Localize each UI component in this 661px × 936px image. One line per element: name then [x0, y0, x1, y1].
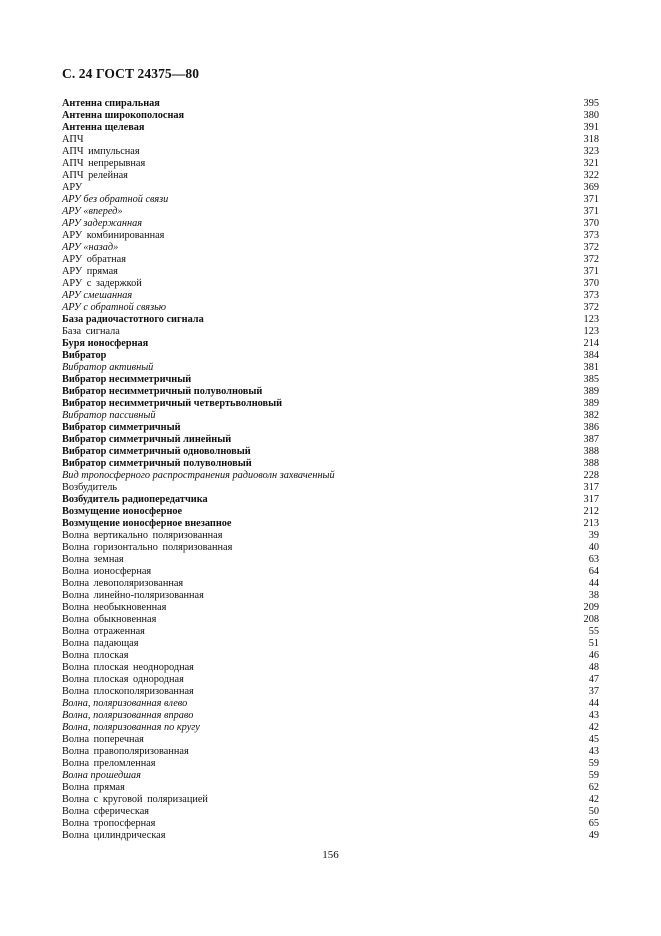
index-term: Волна земная: [62, 554, 124, 565]
index-page-ref: 387: [583, 434, 599, 445]
subject-index-list: [62, 98, 599, 842]
index-term: Вибратор несимметричный: [62, 374, 192, 385]
index-entry: [62, 710, 599, 722]
index-term: Волна плоская: [62, 650, 129, 661]
index-page-ref: 322: [583, 170, 599, 181]
index-entry: [62, 362, 599, 374]
index-term: Вибратор симметричный линейный: [62, 434, 232, 445]
index-page-ref: 373: [583, 290, 599, 301]
index-term: АРУ задержанная: [62, 218, 143, 229]
index-term: АРУ «назад»: [62, 242, 119, 253]
index-term: Возбудитель: [62, 482, 118, 493]
index-entry: [62, 698, 599, 710]
index-entry: [62, 530, 599, 542]
index-entry: [62, 326, 599, 338]
index-page-ref: 50: [588, 806, 599, 817]
index-term: Антенна щелевая: [62, 122, 145, 133]
index-page-ref: 370: [583, 278, 599, 289]
index-page-ref: 371: [583, 206, 599, 217]
index-entry: [62, 410, 599, 422]
index-term: АПЧ: [62, 134, 84, 145]
index-term: Волна вертикально поляризованная: [62, 530, 223, 541]
index-page-ref: 43: [588, 710, 599, 721]
index-page-ref: 380: [583, 110, 599, 121]
index-entry: [62, 506, 599, 518]
index-page-ref: 40: [588, 542, 599, 553]
index-entry: [62, 170, 599, 182]
index-page-ref: 372: [583, 302, 599, 313]
index-page-ref: 213: [583, 518, 599, 529]
index-term: Вид тропосферного распространения радиоволн захваченный: [62, 470, 335, 481]
index-entry: [62, 158, 599, 170]
index-page-ref: 372: [583, 242, 599, 253]
index-term: Волна отраженная: [62, 626, 145, 637]
index-entry: [62, 614, 599, 626]
index-term: АРУ прямая: [62, 266, 118, 277]
index-entry: [62, 818, 599, 830]
index-entry: [62, 338, 599, 350]
index-entry: [62, 350, 599, 362]
index-page-ref: 371: [583, 266, 599, 277]
index-entry: [62, 602, 599, 614]
index-entry: [62, 686, 599, 698]
index-term: Волна горизонтально поляризованная: [62, 542, 233, 553]
index-entry: [62, 662, 599, 674]
index-term: Возмущение ионосферное внезапное: [62, 518, 232, 529]
index-entry: [62, 722, 599, 734]
index-entry: [62, 770, 599, 782]
index-entry: [62, 374, 599, 386]
index-term: АРУ смешанная: [62, 290, 133, 301]
index-entry: [62, 146, 599, 158]
index-term: Вибратор активный: [62, 362, 154, 373]
index-term: Вибратор несимметричный четвертьволновый: [62, 398, 283, 409]
index-term: АРУ обратная: [62, 254, 126, 265]
index-entry: [62, 458, 599, 470]
index-term: Волна ионосферная: [62, 566, 152, 577]
index-page-ref: 49: [588, 830, 599, 841]
index-term: Волна, поляризованная вправо: [62, 710, 194, 721]
index-page-ref: 63: [588, 554, 599, 565]
index-page-ref: 209: [583, 602, 599, 613]
index-term: Антенна широкополосная: [62, 110, 185, 121]
index-entry: [62, 542, 599, 554]
index-term: Волна необыкновенная: [62, 602, 167, 613]
index-entry: [62, 446, 599, 458]
index-page-ref: 42: [588, 722, 599, 733]
index-page-ref: 323: [583, 146, 599, 157]
index-entry: [62, 278, 599, 290]
index-term: Волна правополяризованная: [62, 746, 189, 757]
index-page-ref: 45: [588, 734, 599, 745]
index-page-ref: 59: [588, 758, 599, 769]
index-entry: [62, 386, 599, 398]
index-term: База сигнала: [62, 326, 120, 337]
index-page-ref: 391: [583, 122, 599, 133]
index-term: Волна плоская однородная: [62, 674, 184, 685]
index-page-ref: 37: [588, 686, 599, 697]
index-entry: [62, 734, 599, 746]
index-term: АРУ с обратной связью: [62, 302, 167, 313]
index-term: Волна тропосферная: [62, 818, 156, 829]
index-page-ref: 59: [588, 770, 599, 781]
index-entry: [62, 98, 599, 110]
index-page-ref: 51: [588, 638, 599, 649]
index-entry: [62, 266, 599, 278]
index-entry: [62, 134, 599, 146]
index-entry: [62, 758, 599, 770]
index-entry: [62, 830, 599, 842]
index-page-ref: 318: [583, 134, 599, 145]
index-term: Вибратор несимметричный полуволновый: [62, 386, 263, 397]
page-header: С. 24 ГОСТ 24375—80: [62, 66, 200, 81]
index-page-ref: 317: [583, 482, 599, 493]
index-term: Волна прямая: [62, 782, 125, 793]
index-term: Волна с круговой поляризацией: [62, 794, 208, 805]
index-page-ref: 228: [583, 470, 599, 481]
index-page-ref: 214: [583, 338, 599, 349]
index-page-ref: 208: [583, 614, 599, 625]
index-term: Возбудитель радиопередатчика: [62, 494, 208, 505]
index-term: Волна поперечная: [62, 734, 144, 745]
index-page-ref: 55: [588, 626, 599, 637]
index-term: Вибратор симметричный: [62, 422, 181, 433]
index-term: Вибратор симметричный полуволновый: [62, 458, 252, 469]
index-entry: [62, 242, 599, 254]
index-page-ref: 42: [588, 794, 599, 805]
page-number: 156: [322, 849, 339, 861]
index-page-ref: 44: [588, 698, 599, 709]
index-page-ref: 384: [583, 350, 599, 361]
index-page-ref: 38: [588, 590, 599, 601]
index-term: Волна цилиндрическая: [62, 830, 166, 841]
index-term: Волна плоская неоднородная: [62, 662, 194, 673]
index-page-ref: 321: [583, 158, 599, 169]
index-page-ref: 386: [583, 422, 599, 433]
index-page-ref: 62: [588, 782, 599, 793]
index-entry: [62, 122, 599, 134]
index-entry: [62, 290, 599, 302]
index-page-ref: 123: [583, 314, 599, 325]
index-term: Волна, поляризованная по кругу: [62, 722, 200, 733]
index-term: Волна линейно-поляризованная: [62, 590, 204, 601]
index-term: Волна сферическая: [62, 806, 149, 817]
index-entry: [62, 494, 599, 506]
index-term: Волна плоскополяризованная: [62, 686, 194, 697]
index-entry: [62, 626, 599, 638]
index-entry: [62, 482, 599, 494]
index-term: АРУ «вперед»: [62, 206, 123, 217]
index-entry: [62, 554, 599, 566]
index-term: Волна левополяризованная: [62, 578, 184, 589]
index-page-ref: 388: [583, 446, 599, 457]
index-term: Волна преломленная: [62, 758, 156, 769]
index-term: АРУ комбинированная: [62, 230, 165, 241]
index-term: Волна падающая: [62, 638, 139, 649]
index-term: АПЧ импульсная: [62, 146, 140, 157]
index-entry: [62, 782, 599, 794]
index-term: Возмущение ионосферное: [62, 506, 183, 517]
index-term: АРУ с задержкой: [62, 278, 142, 289]
index-entry: [62, 314, 599, 326]
index-page-ref: 64: [588, 566, 599, 577]
index-page-ref: 212: [583, 506, 599, 517]
index-page-ref: 47: [588, 674, 599, 685]
index-entry: [62, 650, 599, 662]
index-page-ref: 372: [583, 254, 599, 265]
index-page-ref: 317: [583, 494, 599, 505]
index-entry: [62, 590, 599, 602]
index-page-ref: 46: [588, 650, 599, 661]
index-term: Буря ионосферная: [62, 338, 149, 349]
index-page-ref: 123: [583, 326, 599, 337]
index-page-ref: 44: [588, 578, 599, 589]
index-term: Антенна спиральная: [62, 98, 160, 109]
index-term: База радиочастотного сигнала: [62, 314, 204, 325]
index-entry: [62, 566, 599, 578]
index-page-ref: 389: [583, 398, 599, 409]
index-page-ref: 48: [588, 662, 599, 673]
index-entry: [62, 254, 599, 266]
index-page-ref: 389: [583, 386, 599, 397]
index-entry: [62, 806, 599, 818]
index-entry: [62, 230, 599, 242]
index-entry: [62, 434, 599, 446]
index-page-ref: 371: [583, 194, 599, 205]
index-entry: [62, 638, 599, 650]
index-term: АПЧ релейная: [62, 170, 128, 181]
index-page-ref: 385: [583, 374, 599, 385]
index-term: Вибратор симметричный одноволновый: [62, 446, 251, 457]
index-entry: [62, 110, 599, 122]
index-entry: [62, 794, 599, 806]
index-entry: [62, 398, 599, 410]
index-term: Вибратор: [62, 350, 107, 361]
index-term: АПЧ непрерывная: [62, 158, 146, 169]
index-term: АРУ: [62, 182, 83, 193]
index-page-ref: 369: [583, 182, 599, 193]
index-page-ref: 370: [583, 218, 599, 229]
index-term: Вибратор пассивный: [62, 410, 156, 421]
index-entry: [62, 302, 599, 314]
index-entry: [62, 578, 599, 590]
index-entry: [62, 518, 599, 530]
index-page-ref: 382: [583, 410, 599, 421]
index-entry: [62, 182, 599, 194]
index-term: АРУ без обратной связи: [62, 194, 169, 205]
index-page-ref: 388: [583, 458, 599, 469]
index-entry: [62, 746, 599, 758]
index-page-ref: 65: [588, 818, 599, 829]
index-term: Волна обыкновенная: [62, 614, 157, 625]
index-entry: [62, 218, 599, 230]
index-entry: [62, 674, 599, 686]
index-term: Волна прошедшая: [62, 770, 141, 781]
index-page-ref: 395: [583, 98, 599, 109]
index-page-ref: 43: [588, 746, 599, 757]
index-term: Волна, поляризованная влево: [62, 698, 188, 709]
index-entry: [62, 470, 599, 482]
index-entry: [62, 422, 599, 434]
index-entry: [62, 194, 599, 206]
index-page-ref: 381: [583, 362, 599, 373]
index-page-ref: 39: [588, 530, 599, 541]
index-page-ref: 373: [583, 230, 599, 241]
index-entry: [62, 206, 599, 218]
